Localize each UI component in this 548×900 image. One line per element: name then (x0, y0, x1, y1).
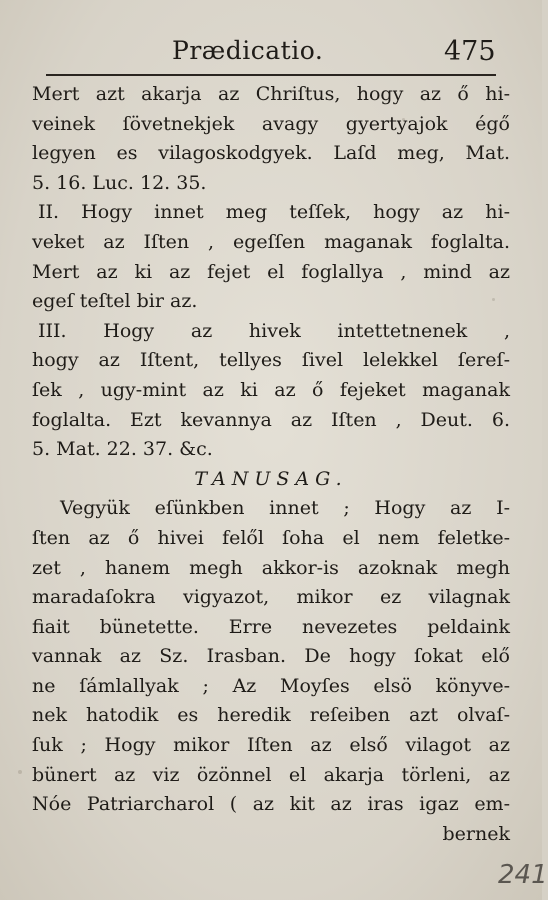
body-text (32, 80, 510, 849)
section-heading: TANUSAG. (194, 467, 348, 490)
text-line: 5. 16. Luc. 12. 35. (32, 171, 207, 194)
text-line: veinek ſövetnekjek avagy gyertyajok égő (32, 112, 510, 135)
text-line: II. Hogy innet meg teſſek, hogy az hi- (38, 201, 510, 224)
text-line: ſuk ; Hogy mikor Iſten az első vilagot az (32, 734, 510, 757)
handwritten-margin-note: 241 (498, 860, 548, 890)
text-line: ſten az ő hivei felől ſoha el nem feletke- (32, 526, 510, 549)
text-line: foglalta. Ezt kevannya az Iſten , Deut. 6. (32, 408, 510, 431)
text-line: ne ſámlallyak ; Az Moyſes elsö könyve- (32, 674, 510, 697)
text-line: legyen es vilagoskodgyek. Laſd meg, Mat. (32, 142, 510, 165)
page-header (0, 36, 542, 72)
text-line: fiait bünetette. Erre nevezetes peldaink (32, 615, 510, 638)
text-line: Nóe Patriarcharol ( az kit az iras igaz em- (32, 793, 510, 816)
text-line: hogy az Iſtent, tellyes ſivel lelekkel ſereſ- (32, 349, 510, 372)
paper-spot (492, 298, 495, 301)
page-number: 475 (444, 36, 496, 67)
catchword: bernek (442, 822, 510, 845)
text-line: 5. Mat. 22. 37. &c. (32, 438, 213, 461)
text-line: vannak az Sz. Irasban. De hogy ſokat elő (32, 645, 510, 668)
text-line: nek hatodik es heredik reſeiben azt olvaſ- (32, 704, 510, 727)
paper-spot (18, 770, 22, 774)
running-title: Prædicatio. (172, 36, 324, 65)
text-line: egeſ teſtel bir az. (32, 290, 198, 313)
text-line: Mert az ki az fejet el foglallya , mind az (32, 260, 510, 283)
text-line: veket az Iſten , egeſſen maganak foglalta. (32, 230, 510, 253)
text-line: maradaſokra vigyazot, mikor ez vilagnak (32, 586, 510, 609)
paper-spot (402, 118, 405, 121)
header-rule (46, 74, 496, 76)
text-line: ſek , ugy-mint az ki az ő fejeket maganak (32, 378, 510, 401)
text-line: zet , hanem megh akkor-is azoknak megh (32, 556, 510, 579)
text-line: bünert az viz özönnel el akarja törleni, az (32, 763, 510, 786)
text-line: Mert azt akarja az Chriſtus, hogy az ő hi- (32, 83, 510, 105)
text-line: Vegyük eſünkben innet ; Hogy az I- (60, 497, 510, 520)
text-line: III. Hogy az hivek intettetnenek , (38, 319, 510, 342)
